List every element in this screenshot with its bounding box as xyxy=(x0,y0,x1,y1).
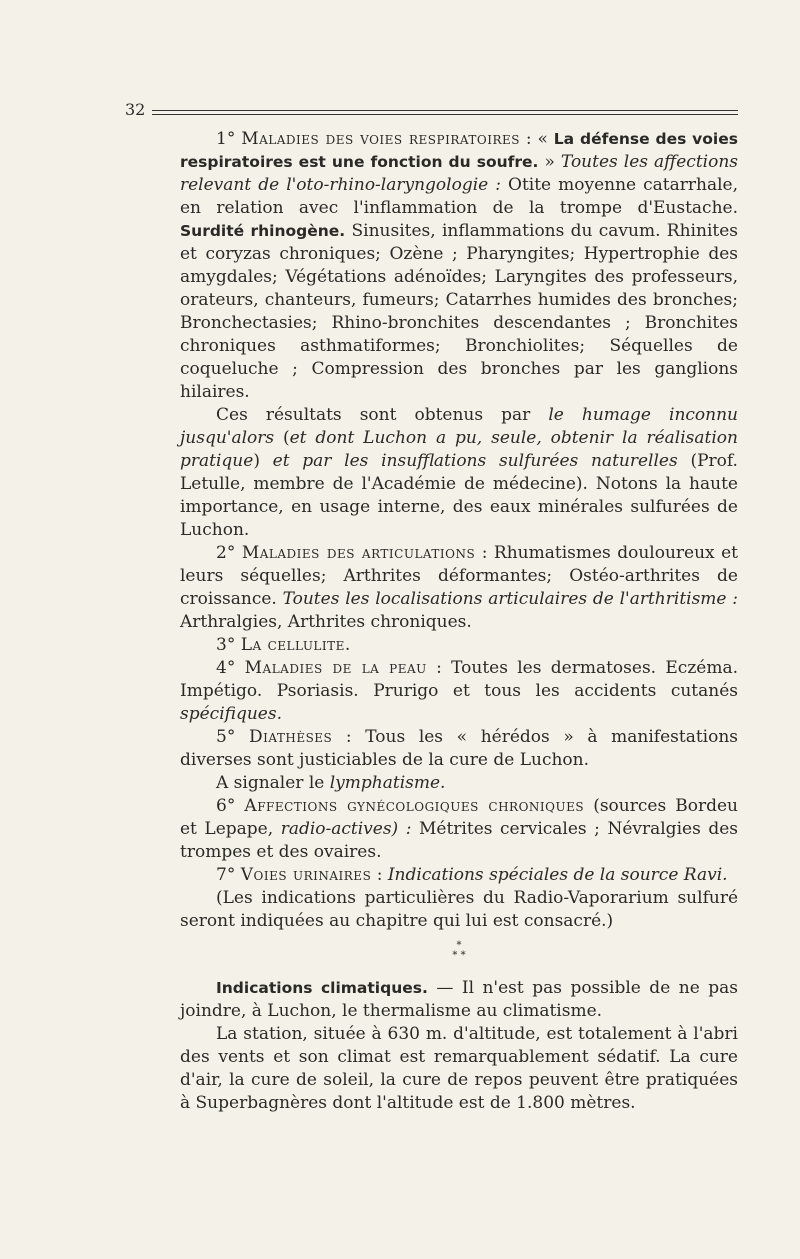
bold-surdite: Surdité rhinogène. xyxy=(180,222,346,240)
page-number: 32 xyxy=(125,100,146,119)
section-title: Voies urinaires xyxy=(240,865,372,885)
section-title: Affections gynécologiques chroniques xyxy=(244,796,585,816)
bold-heading: Indications climatiques. xyxy=(216,979,428,997)
header-rule-thick xyxy=(152,110,738,111)
asterism-bottom: * * xyxy=(452,950,466,961)
section-title: Diathèses xyxy=(248,727,333,747)
section-number: 3° xyxy=(216,635,236,655)
paragraph-resultats: Ces résultats sont obtenus par le humage inconnu jusqu'alors (et dont Luchon a pu, seule, obtenir la réalisation pratique) et par les insufflations sulfurées naturelles (Prof. Letulle, membre de l'Académie de médecine). Notons la haute importance, en usage interne, des eaux minérales sulfurées de Luchon. xyxy=(180,405,738,540)
paragraph-lymphatisme: A signaler le lymphatisme. xyxy=(216,773,446,793)
paragraph-radio-vaporarium: (Les indications particulières du Radio-Vaporarium sulfuré seront indiquées au chapitre qui lui est consacré.) xyxy=(180,888,738,931)
bold-statement: La défense des voies respiratoires est une fonction du soufre. xyxy=(180,130,738,171)
section-title: Maladies de la peau xyxy=(244,658,427,678)
section-gynecologiques: 6° Affections gynécologiques chroniques (sources Bordeu et Lepape, radio-actives) : Métrites cervicales ; Névralgies des trompes et des ovaires. xyxy=(180,796,738,862)
section-title: La cellulite. xyxy=(240,635,351,655)
section-urinaires: 7° Voies urinaires : Indications spéciales de la source Ravi. xyxy=(216,865,728,885)
page-header xyxy=(125,100,738,120)
asterism xyxy=(180,941,738,961)
section-respiratoires: 1° Maladies des voies respiratoires : « La défense des voies respiratoires est une fonction du soufre. » Toutes les affections relevant de l'oto-rhino-laryngologie : Otite moyenne catarrhale, en relation avec l'inflammation de la trompe d'Eustache. Surdité rhinogène. Sinusites, inflammations du cavum. Rhinites et coryzas chroniques; Ozène ; Pharyngites; Hypertrophie des amygdales; Végétations adénoïdes; Laryngites des professeurs, orateurs, chanteurs, fumeurs; Catarrhes humides des bronches; Bronchectasies; Rhino-bronchites descendantes ; Bronchites chroniques asthmatiformes; Bronchiolites; Séquelles de coqueluche ; Compression des bronches par les ganglions hilaires. xyxy=(180,129,738,402)
section-number: 2° xyxy=(216,543,236,563)
section-diatheses: 5° Diathèses : Tous les « hérédos » à manifestations diverses sont justiciables de la cure de Luchon. xyxy=(180,727,739,770)
paragraph-station: La station, située à 630 m. d'altitude, est totalement à l'abri des vents et son climat est remarquablement sédatif. La cure d'air, la cure de soleil, la cure de repos peuvent être pratiquées à Superbagnères dont l'altitude est de 1.800 mètres. xyxy=(180,1024,738,1113)
section-articulations: 2° Maladies des articulations : Rhumatismes douloureux et leurs séquelles; Arthrites déformantes; Ostéo-arthrites de croissance. Toutes les localisations articulaires de l'arthritisme : Arthralgies, Arthrites chroniques. xyxy=(180,543,739,632)
section-number: 4° xyxy=(216,658,236,678)
italic-intro: Toutes les affections relevant de l'oto-rhino-laryngologie : xyxy=(180,152,738,195)
asterism-top: * xyxy=(456,940,462,951)
page-body xyxy=(180,128,738,1115)
section-number: 5° xyxy=(216,727,236,747)
paragraph-climatiques: Indications climatiques. — Il n'est pas possible de ne pas joindre, à Luchon, le thermalisme au climatisme. xyxy=(180,978,738,1021)
section-peau: 4° Maladies de la peau : Toutes les dermatoses. Eczéma. Impétigo. Psoriasis. Prurigo et tous les accidents cutanés spécifiques. xyxy=(180,658,739,724)
header-rule-thin xyxy=(152,114,738,115)
section-number: 7° xyxy=(216,865,236,885)
section-title: Maladies des articulations xyxy=(241,543,476,563)
section-number: 1° xyxy=(216,129,236,149)
section-number: 6° xyxy=(216,796,236,816)
section-cellulite xyxy=(180,634,738,657)
section-title: Maladies des voies respiratoires xyxy=(241,129,520,149)
